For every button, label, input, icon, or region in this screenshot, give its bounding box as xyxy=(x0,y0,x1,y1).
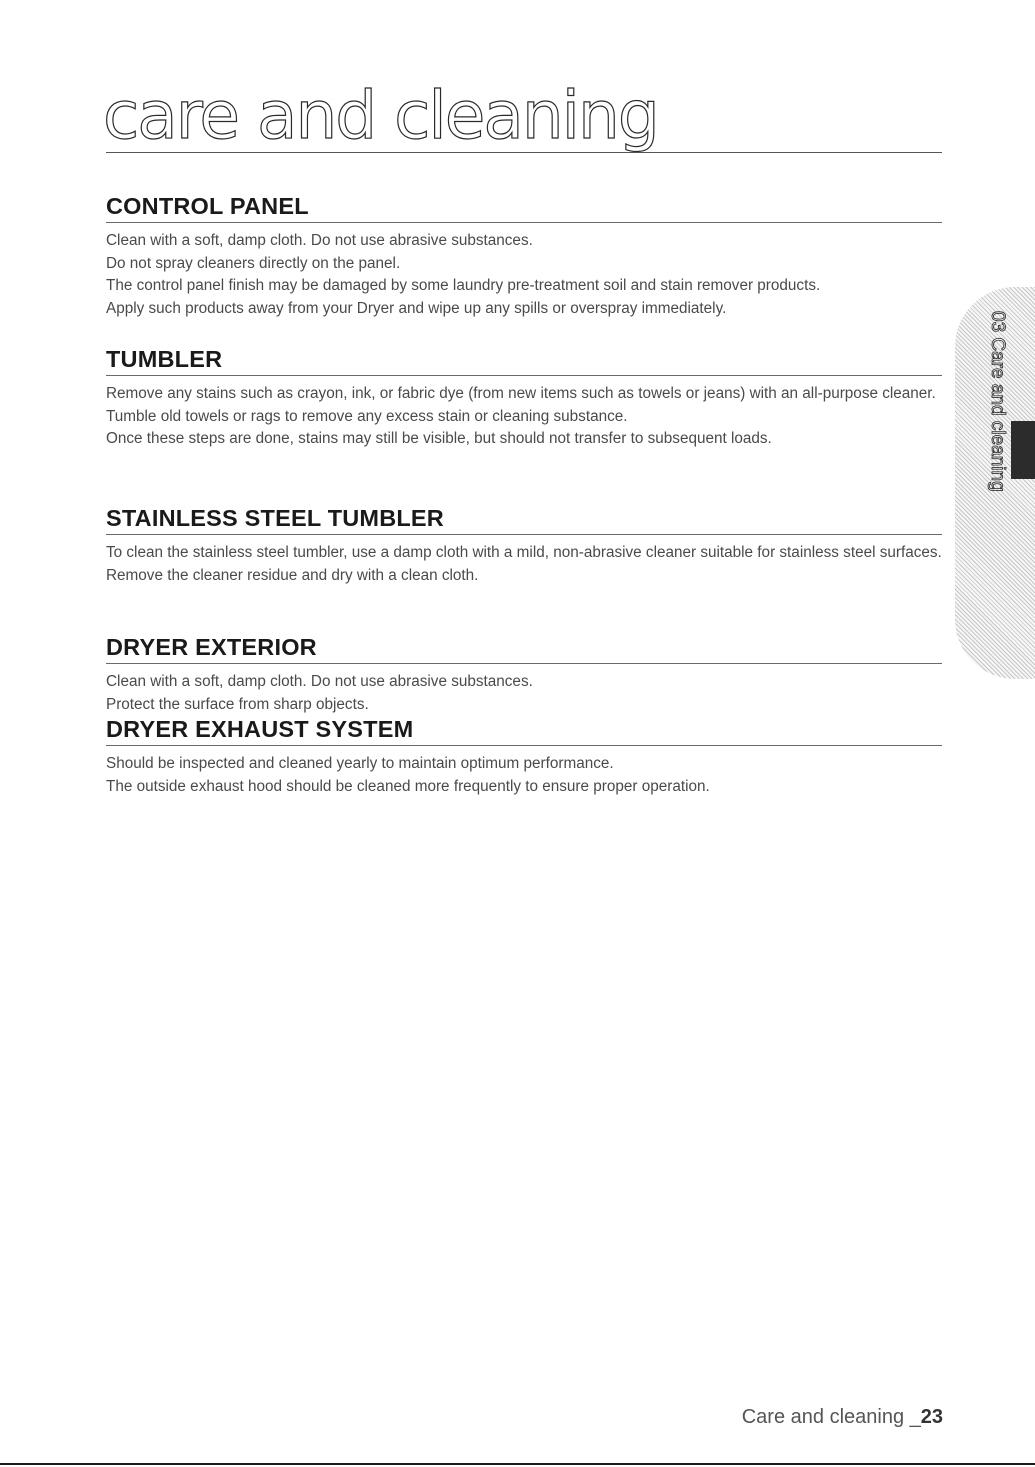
section-body xyxy=(106,542,942,587)
paragraph: Remove the cleaner residue and dry with a clean cloth. xyxy=(106,566,479,584)
paragraph: Clean with a soft, damp cloth. Do not use abrasive substances. xyxy=(106,673,533,690)
section-body xyxy=(106,753,942,798)
section-body xyxy=(106,383,942,451)
paragraph: The outside exhaust hood should be cleaned more frequently to ensure proper operation. xyxy=(106,777,710,795)
section-dryer-exterior xyxy=(106,633,942,716)
paragraph: The control panel finish may be damaged by some laundry pre-treatment soil and stain remover products. xyxy=(106,277,821,294)
section-body xyxy=(106,671,942,716)
paragraph: Clean with a soft, damp cloth. Do not use abrasive substances. xyxy=(106,232,533,249)
paragraph: To clean the stainless steel tumbler, use a damp cloth with a mild, non-abrasive cleaner suitable for stainless steel surfaces. xyxy=(106,544,942,561)
section-tumbler xyxy=(106,345,942,451)
paragraph: Apply such products away from your Dryer and wipe up any spills or overspray immediately. xyxy=(106,299,727,317)
section-stainless-steel-tumbler xyxy=(106,504,942,587)
page-title-area xyxy=(103,77,942,154)
page-number: 23 xyxy=(920,1406,943,1428)
paragraph: Tumble old towels or rags to remove any excess stain or cleaning substance. xyxy=(106,407,628,425)
footer-section-name: Care and cleaning _ xyxy=(741,1406,921,1428)
section-heading: TUMBLER xyxy=(106,345,942,376)
section-heading: DRYER EXHAUST SYSTEM xyxy=(106,715,942,746)
chapter-tab-label: 03 Care and cleaning xyxy=(987,311,1008,492)
chapter-tab-marker xyxy=(1011,421,1035,479)
paragraph: Should be inspected and cleaned yearly to maintain optimum performance. xyxy=(106,755,614,772)
page-bottom-rule xyxy=(0,1463,1035,1465)
paragraph: Do not spray cleaners directly on the panel. xyxy=(106,254,401,272)
section-dryer-exhaust-system xyxy=(106,715,942,798)
section-heading: DRYER EXTERIOR xyxy=(106,633,942,664)
page-title: care and cleaning xyxy=(103,77,658,154)
paragraph: Once these steps are done, stains may still be visible, but should not transfer to subsequent loads. xyxy=(106,430,772,447)
paragraph: Protect the surface from sharp objects. xyxy=(106,695,369,713)
page-footer xyxy=(742,1403,943,1431)
section-heading: CONTROL PANEL xyxy=(106,192,942,223)
section-body xyxy=(106,230,942,320)
paragraph: Remove any stains such as crayon, ink, or fabric dye (from new items such as towels or jeans) with an all-purpose cleaner. xyxy=(106,385,936,402)
section-control-panel xyxy=(106,192,942,320)
section-heading: STAINLESS STEEL TUMBLER xyxy=(106,504,942,535)
